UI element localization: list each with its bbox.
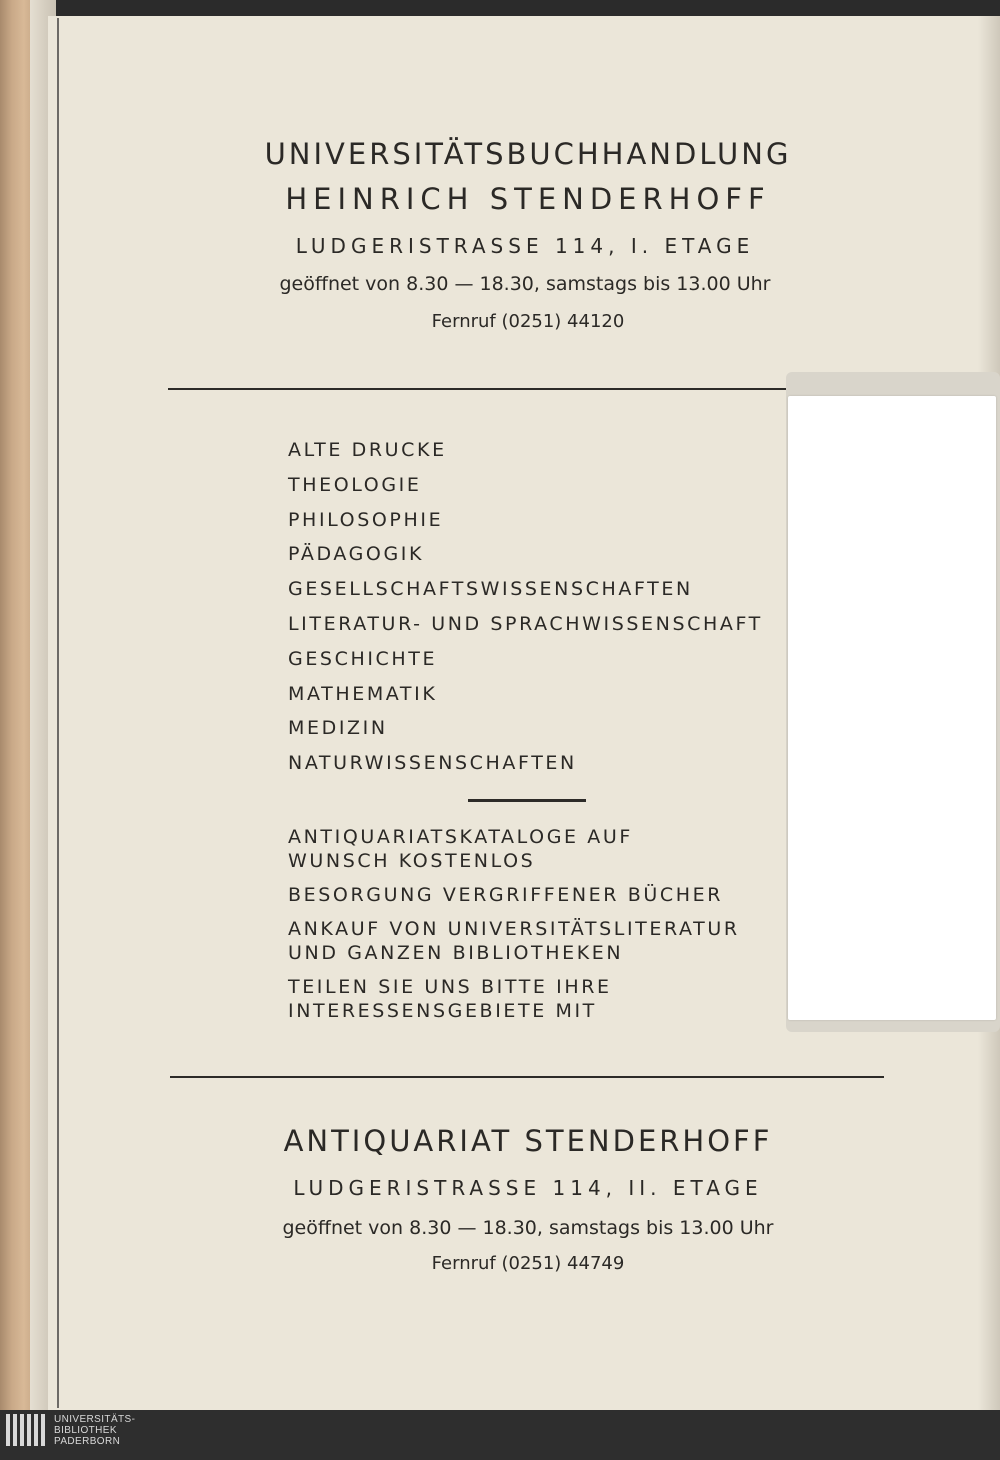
subject-item: PÄDAGOGIK — [288, 543, 425, 566]
subject-item: MEDIZIN — [288, 717, 388, 740]
subject-item: ALTE DRUCKE — [288, 439, 447, 461]
service-text: UND GANZEN BIBLIOTHEKEN — [288, 942, 624, 964]
bookshop-hours: geöffnet von 8.30 — 18.30, samstags bis 13.00 Uhr — [279, 273, 771, 295]
library-logo — [6, 1414, 156, 1454]
divider-short — [468, 799, 586, 802]
antiquariat-phone: Fernruf (0251) 44749 — [431, 1253, 625, 1274]
service-text: ANKAUF VON UNIVERSITÄTSLITERATUR — [288, 918, 740, 940]
antiquariat-title: ANTIQUARIAT STENDERHOFF — [283, 1124, 773, 1158]
antiquariat-hours: geöffnet von 8.30 — 18.30, samstags bis 13.00 Uhr — [282, 1217, 774, 1239]
divider-top — [168, 388, 884, 390]
bookshop-phone: Fernruf (0251) 44120 — [431, 311, 625, 332]
antiquariat-address: LUDGERISTRASSE 114, II. ETAGE — [293, 1176, 763, 1200]
subject-list — [288, 438, 763, 786]
library-logo-text — [54, 1414, 135, 1447]
barcode-logo-icon — [6, 1414, 50, 1454]
bookshop-owner: HEINRICH STENDERHOFF — [285, 182, 771, 216]
logo-line: UNIVERSITÄTS- — [54, 1414, 136, 1425]
service-item — [288, 825, 740, 873]
subject-item: MATHEMATIK — [288, 682, 438, 705]
service-item — [288, 975, 740, 1023]
subject-item: THEOLOGIE — [288, 473, 422, 496]
divider-bottom — [170, 1076, 884, 1078]
service-text: INTERESSENSGEBIETE MIT — [288, 1000, 597, 1022]
service-text: WUNSCH KOSTENLOS — [288, 850, 536, 872]
logo-line: BIBLIOTHEK — [54, 1425, 117, 1436]
service-text: TEILEN SIE UNS BITTE IHRE — [288, 976, 612, 998]
service-text: ANTIQUARIATSKATALOGE AUF — [288, 826, 633, 848]
logo-line: PADERBORN — [54, 1436, 121, 1447]
subject-item: NATURWISSENSCHAFTEN — [288, 752, 577, 775]
services-list — [288, 825, 740, 1033]
bookshop-address: LUDGERISTRASSE 114, I. ETAGE — [295, 234, 755, 258]
service-item — [288, 883, 740, 907]
subject-item: LITERATUR- UND SPRACHWISSENSCHAFT — [288, 612, 763, 635]
service-text: BESORGUNG VERGRIFFENER BÜCHER — [288, 884, 724, 906]
subject-item: GESCHICHTE — [288, 647, 438, 670]
service-item — [288, 917, 740, 965]
bookshop-title: UNIVERSITÄTSBUCHHANDLUNG — [264, 137, 792, 171]
scan-top-border — [0, 0, 1000, 16]
subject-item: GESELLSCHAFTSWISSENSCHAFTEN — [288, 578, 693, 601]
white-sticky-note — [788, 396, 996, 1020]
subject-item: PHILOSOPHIE — [288, 508, 444, 531]
